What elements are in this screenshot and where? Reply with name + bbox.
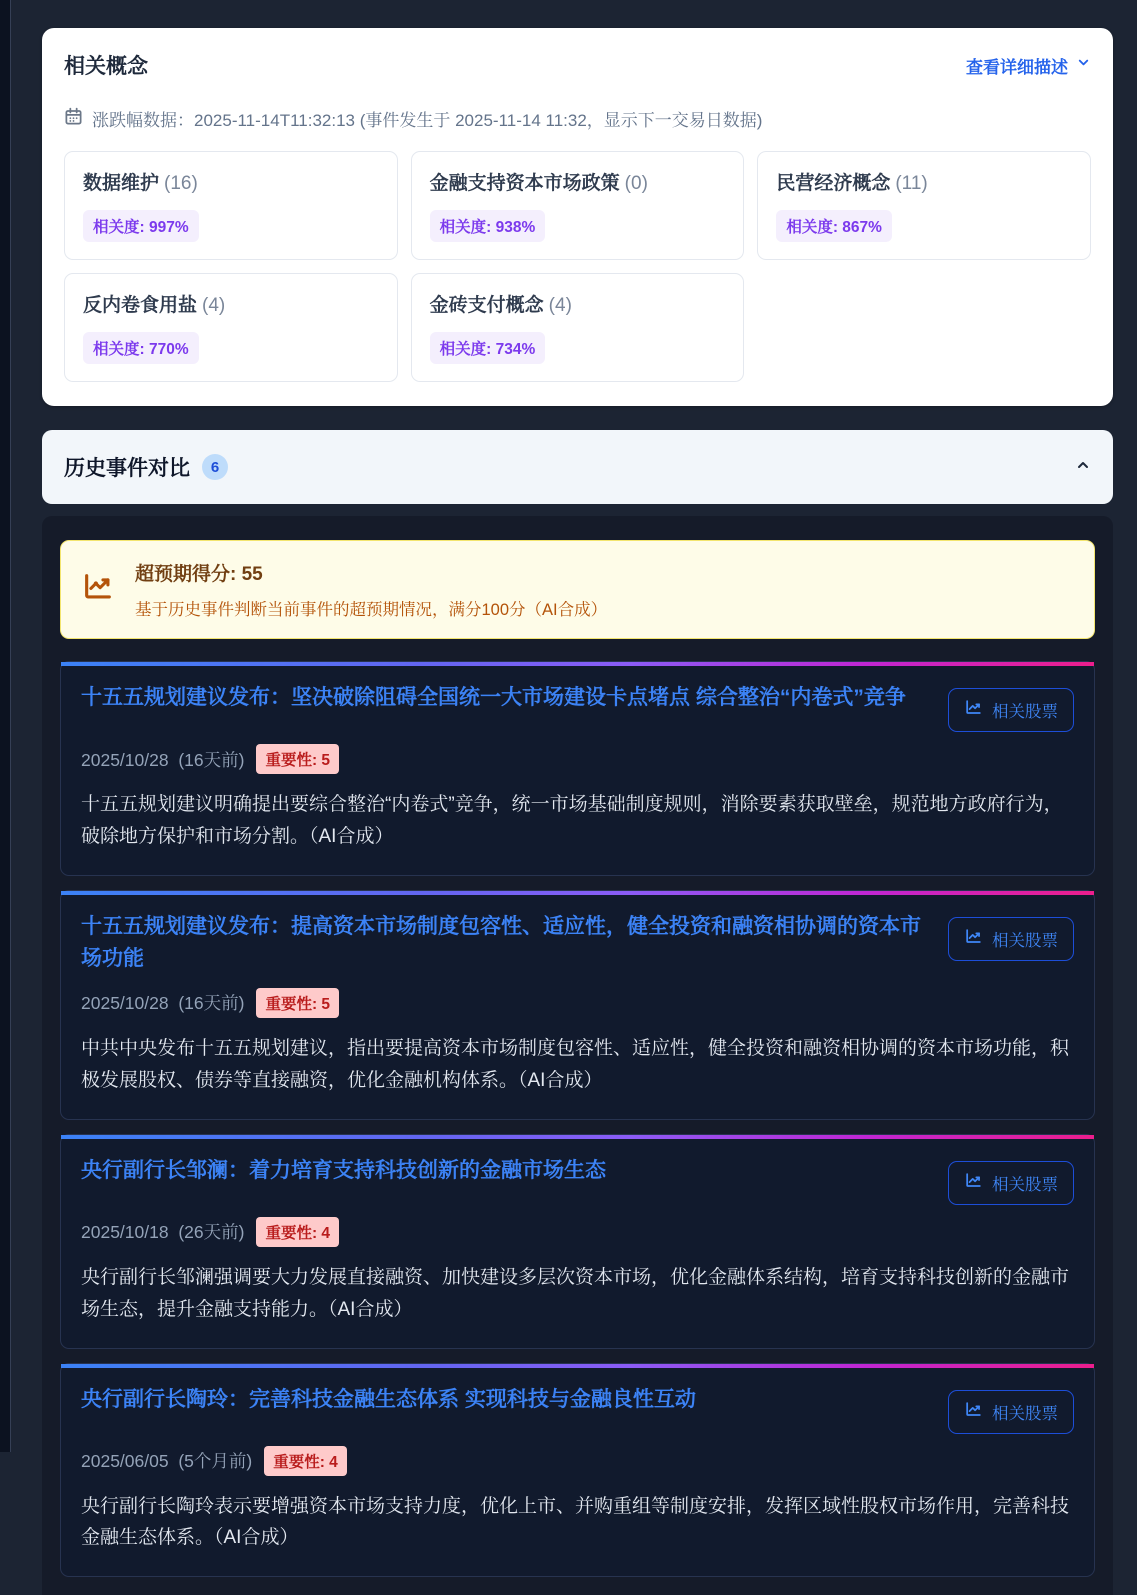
concept-grid bbox=[64, 151, 1091, 382]
concept-card[interactable] bbox=[64, 273, 398, 382]
event-meta-row bbox=[81, 1446, 1074, 1476]
concept-stock-count: (16) bbox=[164, 173, 198, 194]
history-event-card bbox=[60, 1134, 1095, 1349]
importance-badge: 重要性: 4 bbox=[264, 1446, 347, 1476]
event-date: 2025/06/05 (5个月前) bbox=[81, 1451, 253, 1472]
history-count-badge: 6 bbox=[202, 454, 228, 480]
line-chart-icon bbox=[964, 698, 983, 722]
view-detail-label: 查看详细描述 bbox=[966, 57, 1068, 77]
event-title[interactable]: 央行副行长邹澜：着力培育支持科技创新的金融市场生态 bbox=[81, 1158, 606, 1182]
chevron-up-icon[interactable] bbox=[1075, 457, 1091, 478]
event-list bbox=[60, 661, 1095, 1577]
history-event-card bbox=[60, 1363, 1095, 1578]
trend-chart-icon bbox=[81, 570, 115, 609]
history-section-title: 历史事件对比 bbox=[64, 457, 190, 480]
event-meta-row bbox=[81, 988, 1074, 1018]
concept-card[interactable] bbox=[411, 273, 745, 382]
relevance-badge: 相关度: 997% bbox=[83, 210, 199, 242]
relevance-badge: 相关度: 938% bbox=[430, 210, 546, 242]
event-card-body bbox=[61, 895, 1094, 1119]
related-stocks-label: 相关股票 bbox=[992, 1175, 1058, 1194]
importance-badge: 重要性: 5 bbox=[256, 744, 339, 774]
related-stocks-label: 相关股票 bbox=[992, 931, 1058, 950]
relevance-badge: 相关度: 770% bbox=[83, 332, 199, 364]
concept-card[interactable] bbox=[757, 151, 1091, 260]
concept-stock-count: (11) bbox=[895, 173, 928, 194]
related-stocks-button[interactable] bbox=[948, 1390, 1074, 1434]
page-left-edge bbox=[0, 0, 11, 1452]
price-data-meta bbox=[64, 106, 1091, 131]
event-meta-row bbox=[81, 1217, 1074, 1247]
line-chart-icon bbox=[964, 927, 983, 951]
event-title[interactable]: 十五五规划建议发布：坚决破除阻碍全国统一大市场建设卡点堵点 综合整治“内卷式”竞争 bbox=[81, 686, 906, 709]
event-description: 中共中央发布十五五规划建议，指出要提高资本市场制度包容性、适应性，健全投资和融资相协调的资本市场功能，积极发展股权、债券等直接融资，优化金融机构体系。（AI合成） bbox=[81, 1037, 1070, 1091]
event-date: 2025/10/28 (16天前) bbox=[81, 749, 245, 770]
main-content bbox=[42, 0, 1113, 1595]
event-description: 央行副行长陶玲表示要增强资本市场支持力度，优化上市、并购重组等制度安排，发挥区域性股权市场作用，完善科技金融生态体系。（AI合成） bbox=[81, 1495, 1070, 1549]
concept-stock-count: (0) bbox=[624, 173, 648, 194]
related-concepts-title: 相关概念 bbox=[64, 55, 148, 78]
history-event-card bbox=[60, 661, 1095, 876]
event-date: 2025/10/28 (16天前) bbox=[81, 993, 245, 1014]
history-section-body bbox=[42, 516, 1113, 1595]
importance-badge: 重要性: 5 bbox=[256, 988, 339, 1018]
event-title[interactable]: 央行副行长陶玲：完善科技金融生态体系 实现科技与金融良性互动 bbox=[81, 1387, 696, 1411]
history-header-left bbox=[64, 452, 228, 482]
event-description: 十五五规划建议明确提出要综合整治“内卷式”竞争，统一市场基础制度规则，消除要素获取壁垒，规范地方政府行为，破除地方保护和市场分割。（AI合成） bbox=[81, 794, 1063, 847]
event-date: 2025/10/18 (26天前) bbox=[81, 1222, 245, 1243]
history-event-card bbox=[60, 890, 1095, 1120]
event-card-body bbox=[61, 1139, 1094, 1348]
concept-name: 民营经济概念 (11) bbox=[776, 173, 928, 194]
line-chart-icon bbox=[964, 1400, 983, 1424]
price-data-text: 涨跌幅数据：2025-11-14T11:32:13 (事件发生于 2025-11-14 11:32，显示下一交易日数据) bbox=[92, 111, 763, 130]
related-stocks-label: 相关股票 bbox=[992, 703, 1058, 721]
surprise-score-description: 基于历史事件判断当前事件的超预期情况，满分100分（AI合成） bbox=[135, 601, 608, 619]
relevance-badge: 相关度: 734% bbox=[430, 332, 546, 364]
event-card-body bbox=[61, 666, 1094, 875]
related-stocks-button[interactable] bbox=[948, 917, 1074, 961]
concept-name: 金砖支付概念 (4) bbox=[429, 295, 572, 316]
surprise-score-box bbox=[60, 540, 1095, 639]
score-text-group bbox=[135, 559, 607, 620]
event-meta-row bbox=[81, 744, 1074, 774]
related-stocks-label: 相关股票 bbox=[992, 1404, 1058, 1423]
importance-badge: 重要性: 4 bbox=[256, 1217, 339, 1247]
view-detail-link[interactable] bbox=[966, 53, 1091, 78]
calendar-icon bbox=[64, 107, 83, 131]
event-title[interactable]: 十五五规划建议发布：提高资本市场制度包容性、适应性，健全投资和融资相协调的资本市场功能 bbox=[81, 914, 921, 971]
concept-name: 金融支持资本市场政策 (0) bbox=[429, 173, 648, 194]
related-stocks-button[interactable] bbox=[948, 1161, 1074, 1205]
related-concepts-panel bbox=[42, 28, 1113, 406]
concept-stock-count: (4) bbox=[202, 295, 226, 316]
related-concepts-header bbox=[64, 50, 1091, 80]
relevance-badge: 相关度: 867% bbox=[776, 210, 892, 242]
concept-card[interactable] bbox=[411, 151, 745, 260]
concept-name: 反内卷食用盐 (4) bbox=[83, 295, 226, 316]
event-description: 央行副行长邹澜强调要大力发展直接融资、加快建设多层次资本市场，优化金融体系结构，培育支持科技创新的金融市场生态，提升金融支持能力。（AI合成） bbox=[81, 1266, 1070, 1320]
surprise-score-title: 超预期得分: 55 bbox=[135, 564, 263, 585]
history-section-header[interactable] bbox=[42, 430, 1113, 504]
chevron-down-icon bbox=[1076, 55, 1091, 75]
concept-name: 数据维护 (16) bbox=[83, 173, 198, 194]
concept-card[interactable] bbox=[64, 151, 398, 260]
line-chart-icon bbox=[964, 1171, 983, 1195]
concept-stock-count: (4) bbox=[548, 295, 572, 316]
related-stocks-button[interactable] bbox=[948, 688, 1074, 732]
event-card-body bbox=[61, 1368, 1094, 1577]
